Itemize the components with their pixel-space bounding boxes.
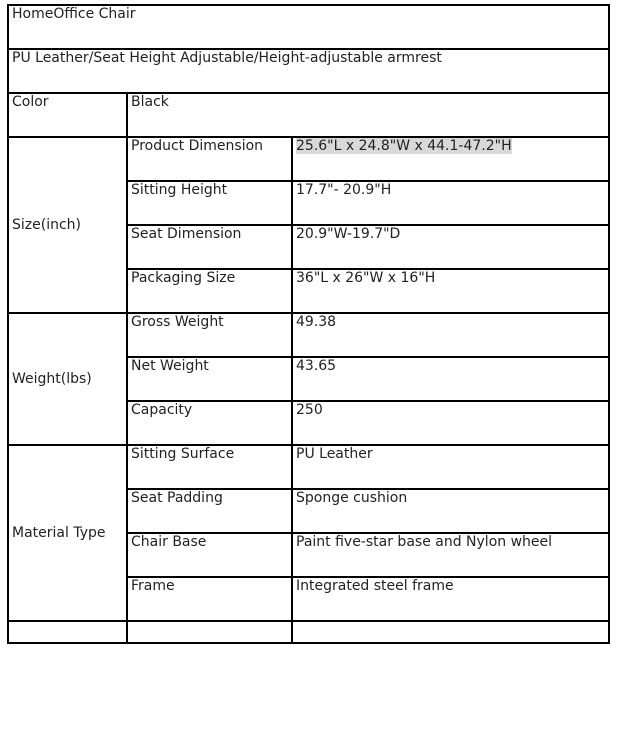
row-label: Sitting Surface [127, 445, 292, 489]
title-row [8, 5, 609, 49]
row-value [292, 137, 609, 181]
row-label: Chair Base [127, 533, 292, 577]
product-title: HomeOffice Chair [8, 5, 609, 49]
product-features: PU Leather/Seat Height Adjustable/Height-adjustable armrest [8, 49, 609, 93]
row-value: 17.7"- 20.9"H [292, 181, 609, 225]
row-value: 20.9"W-19.7"D [292, 225, 609, 269]
row-label: Frame [127, 577, 292, 621]
row-value: Paint five-star base and Nylon wheel [292, 533, 609, 577]
color-label: Color [8, 93, 127, 137]
row-label: Seat Dimension [127, 225, 292, 269]
row-value: PU Leather [292, 445, 609, 489]
row-value: Integrated steel frame [292, 577, 609, 621]
row-label: Net Weight [127, 357, 292, 401]
row-label: Product Dimension [127, 137, 292, 181]
row-value: Sponge cushion [292, 489, 609, 533]
features-row [8, 49, 609, 93]
table-row [8, 137, 609, 181]
row-value: 250 [292, 401, 609, 445]
material-group-label: Material Type [8, 445, 127, 621]
row-label: Gross Weight [127, 313, 292, 357]
color-row [8, 93, 609, 137]
size-group-label: Size(inch) [8, 137, 127, 313]
row-label: Sitting Height [127, 181, 292, 225]
spec-table [7, 4, 610, 644]
weight-group-label: Weight(lbs) [8, 313, 127, 445]
row-label: Seat Padding [127, 489, 292, 533]
empty-cell [127, 621, 292, 643]
highlighted-value: 25.6"L x 24.8"W x 44.1-47.2"H [296, 138, 512, 154]
row-value: 36"L x 26"W x 16"H [292, 269, 609, 313]
table-row-partial [8, 621, 609, 643]
row-value: 49.38 [292, 313, 609, 357]
table-row [8, 313, 609, 357]
table-row [8, 445, 609, 489]
row-label: Capacity [127, 401, 292, 445]
empty-cell [8, 621, 127, 643]
row-label: Packaging Size [127, 269, 292, 313]
color-value: Black [127, 93, 609, 137]
row-value: 43.65 [292, 357, 609, 401]
empty-cell [292, 621, 609, 643]
